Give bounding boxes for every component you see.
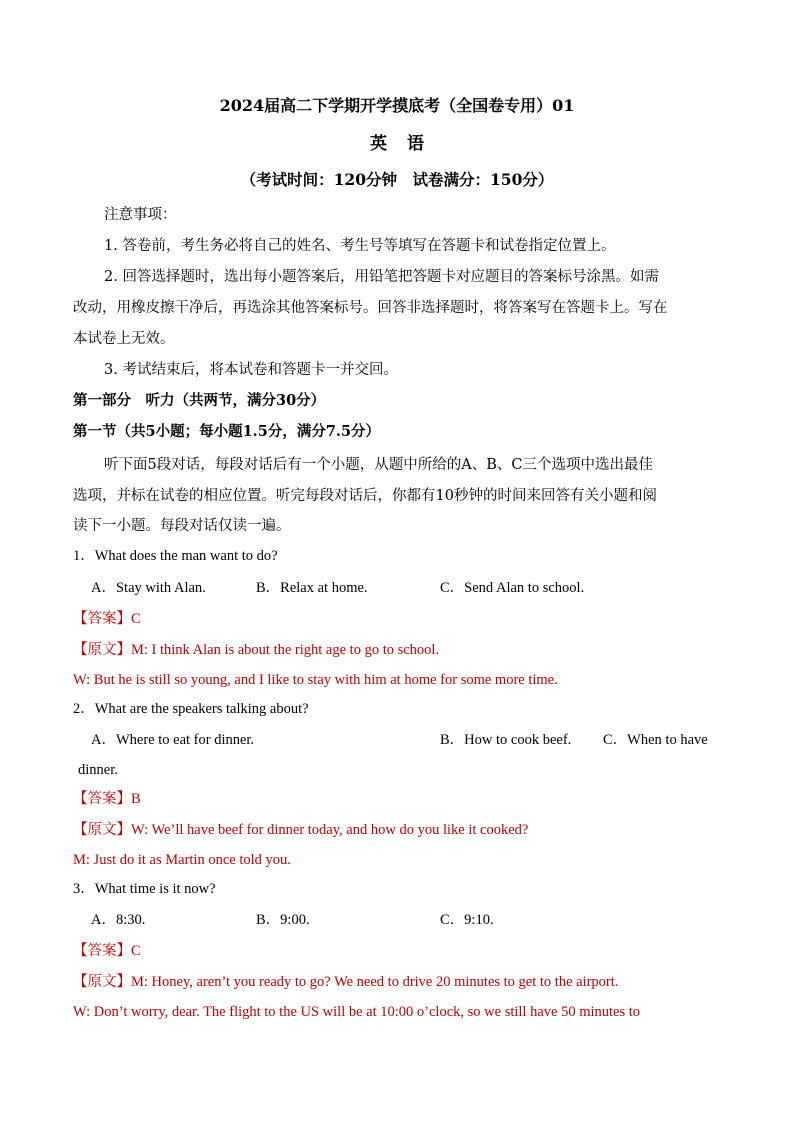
question-3-stem: 3．What time is it now? (73, 881, 216, 897)
note-item-3: 3. 考试结束后，将本试卷和答题卡一并交回。 (104, 362, 398, 378)
note-item-1: 1. 答卷前，考生务必将自己的姓名、考生号等填写在答题卡和试卷指定位置上。 (104, 238, 616, 254)
transcript-text: M: Honey, aren’t you ready to go? We need to drive 20 minutes to get to the airport. (131, 974, 619, 990)
question-2-option-c-wrap: dinner. (78, 762, 118, 778)
section1-heading: 第一节（共5小题；每小题1.5分，满分7.5分） (73, 423, 381, 440)
question-1-transcript-cont: W: But he is still so young, and I like to stay with him at home for some more time. (73, 672, 558, 688)
question-3-option-b: B．9:00. (256, 912, 310, 928)
question-1-option-c: C．Send Alan to school. (440, 580, 585, 596)
instructions-line-1: 听下面5段对话，每段对话后有一个小题，从题中所给的A、B、C三个选项中选出最佳 (104, 457, 653, 473)
transcript-label: 【原文】 (73, 822, 131, 838)
answer-label: 【答案】 (73, 611, 131, 627)
question-2-transcript-cont: M: Just do it as Martin once told you. (73, 852, 291, 868)
question-2-transcript (73, 820, 528, 840)
notes-heading: 注意事项： (104, 207, 177, 223)
note-item-2-cont: 改动，用橡皮擦干净后，再选涂其他答案标号。回答非选择题时，将答案写在答题卡上。写在 (73, 300, 668, 316)
answer-value: C (131, 611, 141, 627)
question-1-option-a: A．Stay with Alan. (91, 580, 206, 596)
answer-value: B (131, 791, 141, 807)
question-1-stem: 1．What does the man want to do? (73, 548, 278, 564)
question-3-option-a: A．8:30. (91, 912, 146, 928)
question-2-answer (73, 789, 141, 809)
answer-label: 【答案】 (73, 943, 131, 959)
instructions-line-2: 选项，并标在试卷的相应位置。听完每段对话后，你都有10秒钟的时间来回答有关小题和阅 (73, 488, 657, 504)
question-3-transcript-cont: W: Don’t worry, dear. The flight to the US will be at 10:00 o’clock, so we still have 50 minutes to (73, 1004, 641, 1020)
instructions-line-3: 读下一小题。每段对话仅读一遍。 (73, 518, 291, 534)
transcript-label: 【原文】 (73, 974, 131, 990)
question-1-answer (73, 609, 141, 629)
part1-heading: 第一部分 听力（共两节，满分30分） (73, 392, 326, 409)
question-1-transcript (73, 640, 439, 660)
transcript-label: 【原文】 (73, 642, 131, 658)
subject-label: 英语 (370, 134, 444, 154)
transcript-text: M: I think Alan is about the right age to go to school. (131, 642, 440, 658)
question-2-option-b: B．How to cook beef. (440, 732, 572, 748)
question-3-option-c: C．9:10. (440, 912, 494, 928)
answer-value: C (131, 943, 141, 959)
transcript-text: W: We’ll have beef for dinner today, and how do you like it cooked? (131, 822, 529, 838)
question-2-option-a: A．Where to eat for dinner. (91, 732, 255, 748)
question-1-option-b: B．Relax at home. (256, 580, 368, 596)
question-3-answer (73, 941, 141, 961)
exam-title: 2024届高二下学期开学摸底考（全国卷专用）01 (219, 96, 575, 115)
question-3-transcript (73, 972, 618, 992)
answer-label: 【答案】 (73, 791, 131, 807)
note-item-2-end: 本试卷上无效。 (73, 331, 175, 347)
exam-info: （考试时间：120分钟 试卷满分：150分） (240, 170, 554, 189)
note-item-2: 2. 回答选择题时，选出每小题答案后，用铅笔把答题卡对应题目的答案标号涂黑。如需 (104, 269, 659, 285)
question-2-stem: 2．What are the speakers talking about? (73, 701, 309, 717)
question-2-option-c: C．When to have (603, 732, 708, 748)
